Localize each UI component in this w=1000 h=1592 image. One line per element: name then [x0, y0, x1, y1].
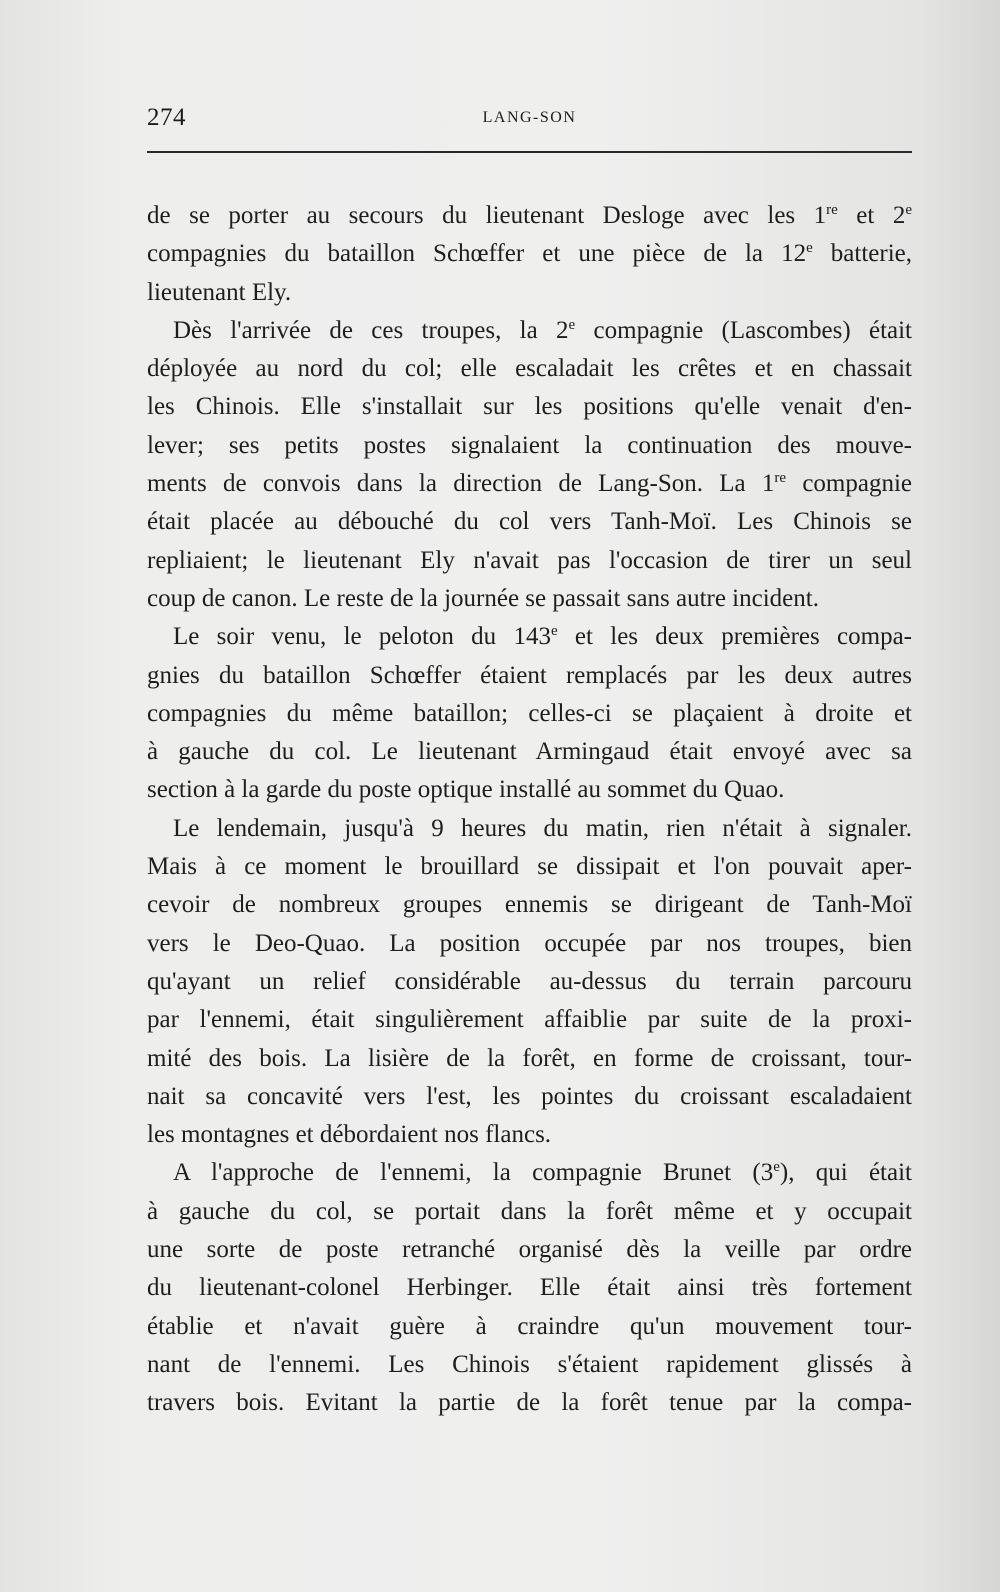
text-line: cevoir de nombreux groupes ennemis se dirigeant de Tanh-Moï [147, 891, 912, 919]
text-line: nait sa concavité vers l'est, les pointes du croissant escaladaient [147, 1082, 912, 1110]
text-line: lever; ses petits postes signalaient la continuation des mouve- [147, 431, 912, 459]
text-line: A l'approche de l'ennemi, la compagnie Brunet (3e), qui était [173, 1159, 912, 1187]
page-header [147, 102, 912, 136]
text-line: les Chinois. Elle s'installait sur les positions qu'elle venait d'en- [147, 393, 912, 421]
ordinal-suffix: re [826, 202, 838, 218]
ordinal-suffix: e [568, 316, 576, 333]
text-line: était placée au débouché du col vers Tanh-Moï. Les Chinois se [147, 508, 912, 536]
text-line: travers bois. Evitant la partie de la forêt tenue par la compa- [147, 1389, 912, 1417]
text-line: établie et n'avait guère à craindre qu'un mouvement tour- [147, 1312, 912, 1340]
page-number: 274 [147, 104, 186, 131]
ordinal-suffix: e [905, 202, 912, 218]
text-line: qu'ayant un relief considérable au-dessus du terrain parcouru [147, 967, 912, 995]
text-line: les montagnes et débordaient nos flancs. [147, 1121, 552, 1149]
text-line: de se porter au secours du lieutenant Desloge avec les 1re et 2e [147, 202, 912, 229]
text-line: du lieutenant-colonel Herbinger. Elle était ainsi très fortement [147, 1274, 912, 1302]
text-line: Le lendemain, jusqu'à 9 heures du matin, rien n'était à signaler. [173, 814, 912, 842]
text-line: ments de convois dans la direction de Lang-Son. La 1re compagnie [147, 470, 912, 498]
running-title: LANG-SON [482, 109, 577, 126]
text-line: Dès l'arrivée de ces troupes, la 2e compagnie (Lascombes) était [173, 316, 913, 344]
ordinal-suffix: e [550, 623, 558, 640]
ordinal-suffix: e [773, 1159, 780, 1176]
text-line: nant de l'ennemi. Les Chinois s'étaient rapidement glissés à [147, 1350, 912, 1378]
text-line: Le soir venu, le peloton du 143e et les deux premières compa- [173, 623, 913, 651]
ordinal-suffix: e [806, 240, 813, 257]
text-line: repliaient; le lieutenant Ely n'avait pas l'occasion de tirer un seul [147, 546, 912, 574]
header-rule [147, 151, 912, 153]
text-line: déployée au nord du col; elle escaladait les crêtes et en chassait [147, 355, 912, 383]
text-line: lieutenant Ely. [147, 278, 292, 306]
text-line: compagnies du bataillon Schœffer et une pièce de la 12e batterie, [147, 240, 912, 268]
body-text [147, 197, 912, 1423]
text-line: une sorte de poste retranché organisé dès la veille par ordre [147, 1236, 912, 1264]
ordinal-suffix: re [774, 470, 787, 487]
text-line: Mais à ce moment le brouillard se dissipait et l'on pouvait aper- [147, 853, 912, 881]
text-line: section à la garde du poste optique installé au sommet du Quao. [147, 776, 785, 804]
text-line: compagnies du même bataillon; celles-ci se plaçaient à droite et [147, 699, 912, 727]
text-line: gnies du bataillon Schœffer étaient remplacés par les deux autres [147, 661, 912, 689]
text-line: coup de canon. Le reste de la journée se passait sans autre incident. [147, 584, 819, 612]
text-line: par l'ennemi, était singulièrement affaiblie par suite de la proxi- [147, 1006, 912, 1034]
text-line: vers le Deo-Quao. La position occupée par nos troupes, bien [147, 929, 912, 957]
text-line: mité des bois. La lisière de la forêt, en forme de croissant, tour- [147, 1044, 912, 1072]
text-line: à gauche du col. Le lieutenant Armingaud était envoyé avec sa [147, 738, 912, 766]
text-line: à gauche du col, se portait dans la forêt même et y occupait [147, 1197, 912, 1225]
